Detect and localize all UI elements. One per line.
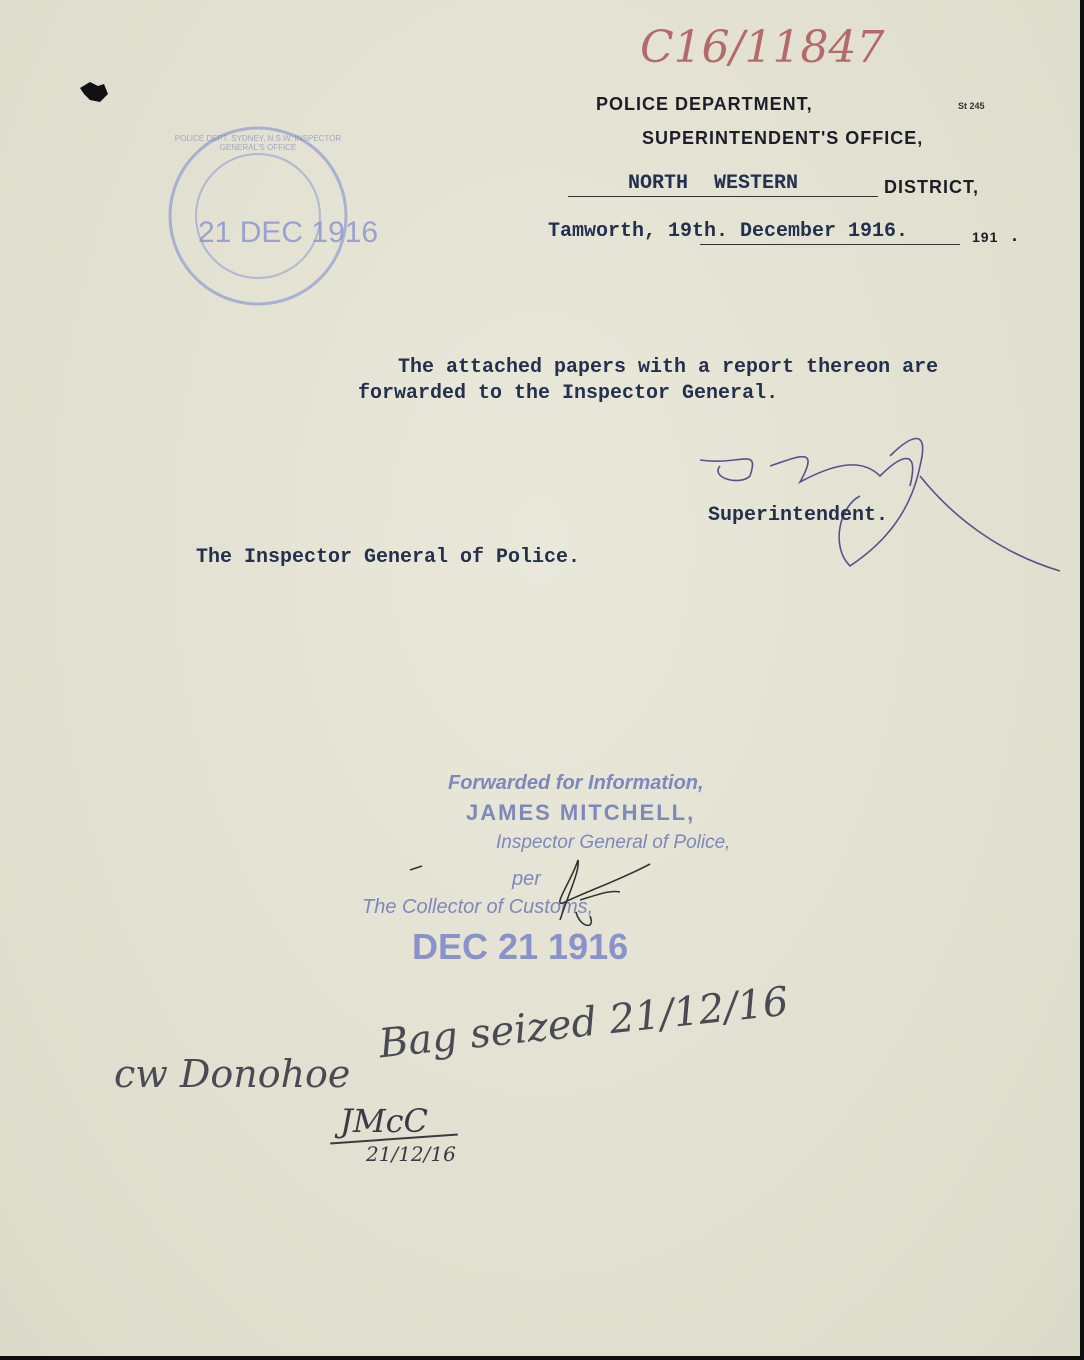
year-prefix: 191 xyxy=(972,229,999,245)
per-signature-scrawl xyxy=(400,850,660,940)
stamp-ring-text: POLICE DEPT. SYDNEY, N.S.W. INSPECTOR GENERAL'S OFFICE xyxy=(174,134,342,152)
annotation-bag: Bag seized 21/12/16 xyxy=(376,978,791,1068)
forwarding-line-5: The Collector of Customs, xyxy=(362,896,594,918)
signature-title: Superintendent. xyxy=(708,504,889,527)
addressee: The Inspector General of Police. xyxy=(196,546,581,569)
forwarding-line-4: per xyxy=(512,868,541,890)
signature-handwritten xyxy=(700,450,704,451)
annotation-initials-date: 21/12/16 xyxy=(366,1142,456,1166)
forwarding-line-1: Forwarded for Information, xyxy=(448,772,704,794)
forwarding-date: DEC 21 1916 xyxy=(412,926,629,967)
stamp-date: 21 DEC 1916 xyxy=(198,216,379,249)
department-title: POLICE DEPARTMENT, xyxy=(596,94,813,114)
signature-scrawl xyxy=(680,426,1070,576)
annotation-initials: JMcC xyxy=(340,1102,428,1140)
form-code: St 245 xyxy=(958,101,985,111)
forwarding-line-2: JAMES MITCHELL, xyxy=(466,800,696,825)
year-end: . xyxy=(1012,225,1019,245)
annotation-name: cw Donohoe xyxy=(114,1052,351,1096)
body-line-1: The attached papers with a report thereon are xyxy=(398,356,939,379)
forwarding-line-3: Inspector General of Police, xyxy=(496,832,731,853)
office-title: SUPERINTENDENT'S OFFICE, xyxy=(642,128,924,148)
received-stamp xyxy=(166,124,379,308)
body-line-2: forwarded to the Inspector General. xyxy=(358,382,779,405)
ink-blot xyxy=(78,80,112,106)
district-name: NORTH WESTERN xyxy=(628,172,799,195)
district-underline xyxy=(568,196,878,197)
district-label: DISTRICT, xyxy=(884,177,980,197)
date-underline xyxy=(700,244,960,245)
place-date: Tamworth, 19th. December 1916. xyxy=(548,220,909,243)
reference-number: C16/11847 xyxy=(640,22,885,73)
